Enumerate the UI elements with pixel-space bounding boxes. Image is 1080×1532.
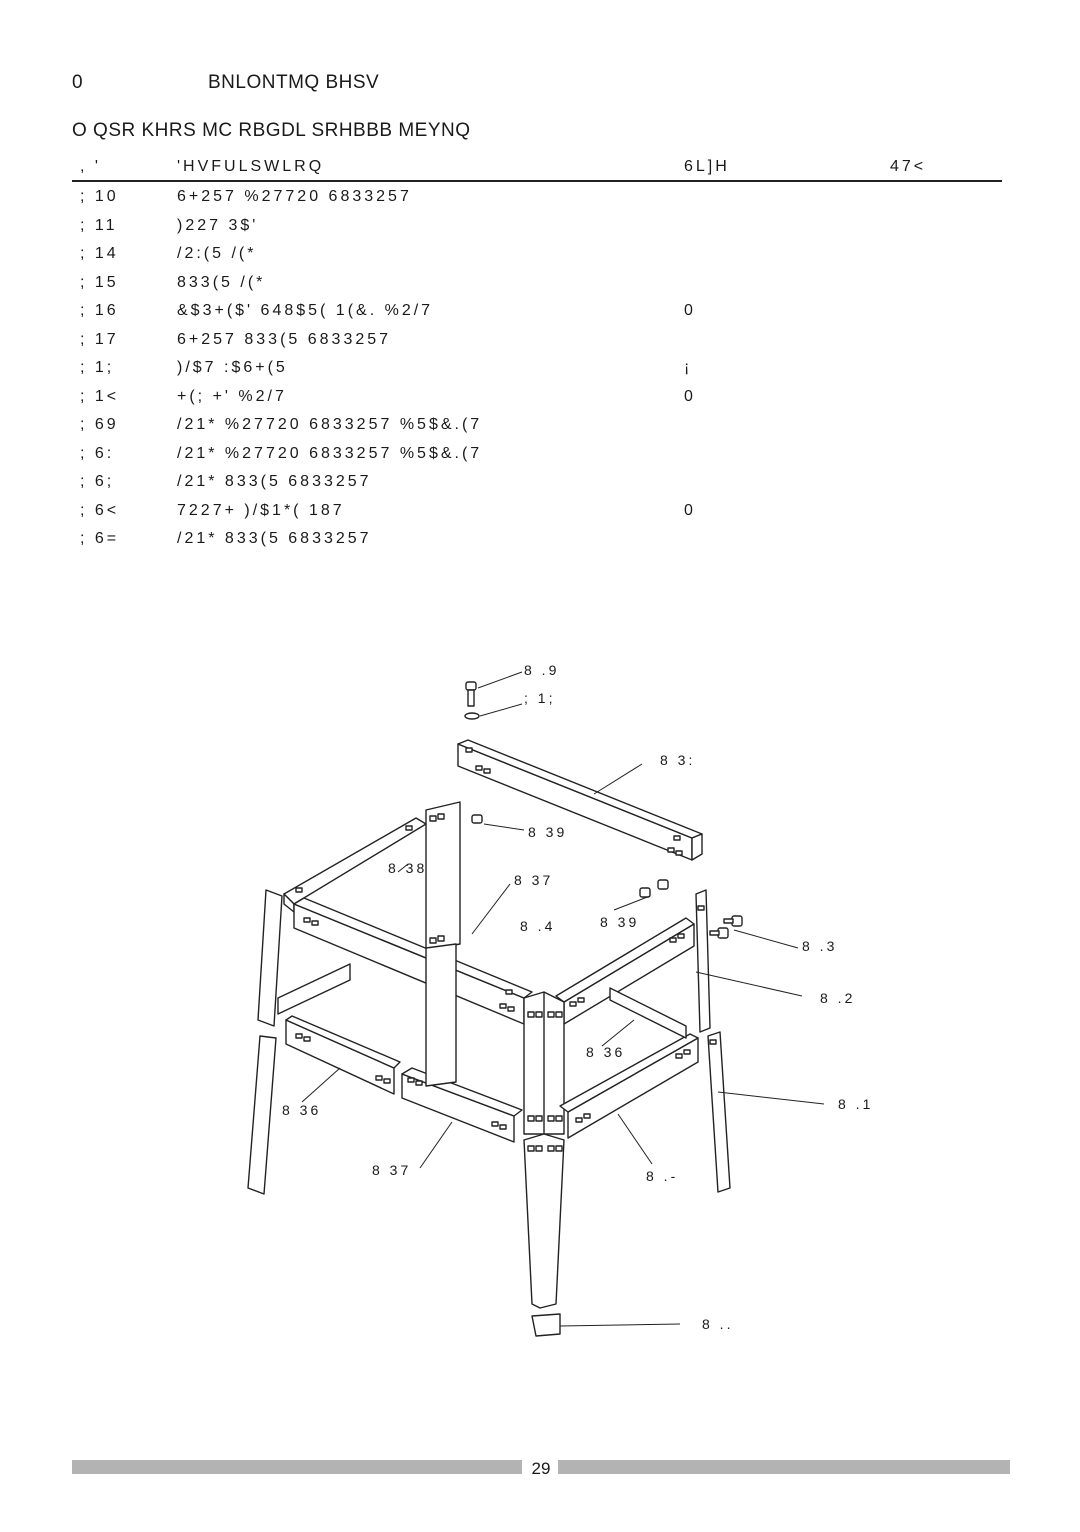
leg <box>248 1036 276 1194</box>
part-id: ; 6; <box>80 473 115 490</box>
callout-label: 8 .- <box>646 1168 679 1184</box>
part-description: )/$7 :$6+(5 <box>177 359 288 376</box>
foot <box>532 1314 560 1336</box>
callout-label: 8 .9 <box>524 662 560 678</box>
callout-label: 8 37 <box>372 1162 412 1178</box>
table-row <box>72 410 1002 439</box>
part-id: ; 6= <box>80 530 120 547</box>
table-row <box>72 382 1002 411</box>
part-id: ; 1; <box>80 359 115 376</box>
part-description: +(; +' %2/7 <box>177 387 287 405</box>
part-description: /21* %27720 6833257 %5$&.(7 <box>177 444 483 462</box>
part-id: ; 17 <box>80 330 119 348</box>
section-title: BNLONTMQ BHSV <box>208 72 380 93</box>
nut-icon <box>640 888 650 897</box>
part-description: /21* %27720 6833257 %5$&.(7 <box>177 416 483 433</box>
header-id: , ' <box>80 158 101 175</box>
part-size: 0 <box>684 387 696 405</box>
table-row <box>72 268 1002 297</box>
stand-diagram <box>230 648 930 1348</box>
section-subtitle: O QSR KHRS MC RBGDL SRHBBB MEYNQ <box>72 120 471 141</box>
part-id: ; 15 <box>80 273 119 291</box>
callout-label: 8 39 <box>600 914 640 930</box>
part-id: ; 11 <box>80 216 118 234</box>
footer-bar-left <box>72 1460 522 1474</box>
nut-icon <box>658 880 668 889</box>
nut-icon <box>472 815 482 823</box>
part-description: &$3+($' 648$5( 1(&. %2/7 <box>177 302 434 319</box>
part-id: ; 16 <box>80 302 119 319</box>
part-description: 6+257 833(5 6833257 <box>177 330 392 348</box>
table-row <box>72 296 1002 325</box>
part-description: 833(5 /(* <box>177 273 266 291</box>
table-body <box>72 182 1002 553</box>
callout-label: 8 .1 <box>838 1096 874 1112</box>
table-row <box>72 353 1002 382</box>
parts-table <box>72 156 1002 553</box>
lower-front-rail <box>402 1068 522 1142</box>
leg <box>696 890 710 1032</box>
leg <box>524 1134 564 1308</box>
callout-label: 8 .3 <box>802 938 838 954</box>
leg <box>426 802 460 950</box>
table-row <box>72 524 1002 553</box>
callout-label: 8 3: <box>660 752 696 768</box>
header-qty: 47< <box>890 158 927 175</box>
callout-label: 8 .2 <box>820 990 856 1006</box>
table-row <box>72 467 1002 496</box>
table-row <box>72 439 1002 468</box>
section-number: 0 <box>72 72 84 93</box>
table-row <box>72 211 1002 240</box>
lower-right-rail <box>560 1034 698 1138</box>
part-id: ; 6: <box>80 444 115 462</box>
washer-icon <box>465 713 479 719</box>
table-row <box>72 496 1002 525</box>
table-row <box>72 325 1002 354</box>
header-size: 6L]H <box>684 158 730 175</box>
callout-label: 8 .. <box>702 1316 734 1332</box>
callout-label: 8 37 <box>514 872 554 888</box>
hex-bolt-icon <box>710 916 742 938</box>
callout-label: ; 1; <box>524 690 556 706</box>
part-size: ¡ <box>684 359 693 376</box>
leg <box>708 1032 730 1192</box>
callout-label: 8 .4 <box>520 918 556 934</box>
part-id: ; 1< <box>80 387 120 405</box>
part-description: )227 3$' <box>177 216 259 234</box>
table-row <box>72 182 1002 211</box>
header-description: 'HVFULSWLRQ <box>177 158 325 175</box>
lower-rail <box>278 964 400 1094</box>
footer-bar-right <box>558 1460 1010 1474</box>
part-id: ; 14 <box>80 245 119 262</box>
part-description: /21* 833(5 6833257 <box>177 473 372 490</box>
callout-label: 8 36 <box>282 1102 322 1118</box>
part-description: /21* 833(5 6833257 <box>177 530 372 547</box>
part-description: 6+257 %27720 6833257 <box>177 188 412 205</box>
front-upper-rail <box>294 898 532 1024</box>
part-size: 0 <box>684 302 696 319</box>
part-id: ; 10 <box>80 188 119 205</box>
callout-label: 8 39 <box>528 824 568 840</box>
part-id: ; 69 <box>80 416 119 433</box>
callout-label: 8 36 <box>586 1044 626 1060</box>
callout-label: 8 38 <box>388 860 428 876</box>
table-header <box>72 156 1002 182</box>
screw-icon <box>466 682 476 706</box>
part-size: 0 <box>684 501 696 519</box>
page-number: 29 <box>531 1459 551 1478</box>
table-row <box>72 239 1002 268</box>
part-id: ; 6< <box>80 501 120 519</box>
part-description: 7227+ )/$1*( 187 <box>177 501 345 519</box>
part-description: /2:(5 /(* <box>177 245 257 262</box>
